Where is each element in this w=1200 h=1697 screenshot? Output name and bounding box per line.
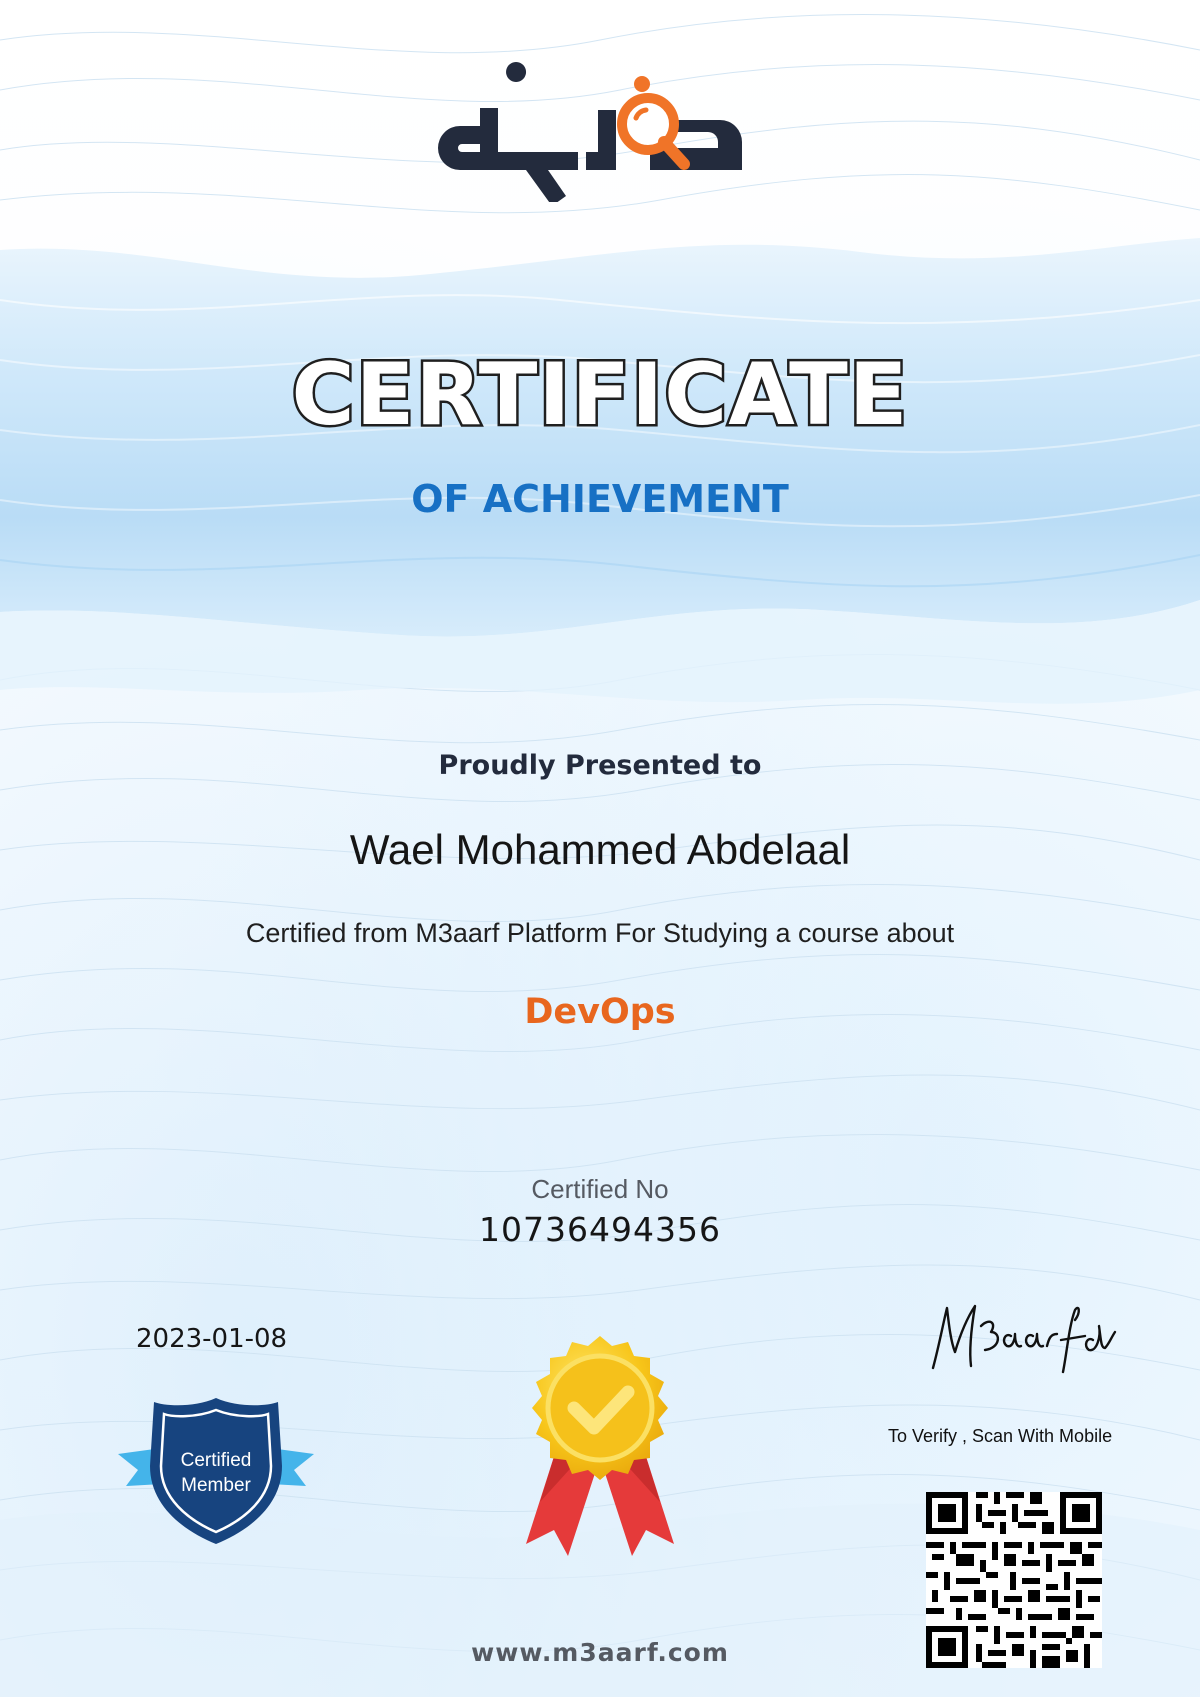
signature xyxy=(925,1296,1121,1374)
issue-date: 2023-01-08 xyxy=(136,1324,288,1354)
certified-no-value: 10736494356 xyxy=(479,1210,721,1249)
magnifier-logo-icon xyxy=(622,76,684,164)
award-rosette-icon xyxy=(518,1334,682,1556)
certificate-subtitle: OF ACHIEVEMENT xyxy=(411,477,789,521)
presented-label: Proudly Presented to xyxy=(438,750,762,781)
course-name: DevOps xyxy=(524,992,676,1032)
course-description: Certified from M3aarf Platform For Studying a course about xyxy=(245,918,955,948)
badge-line-2: Member xyxy=(181,1475,251,1496)
verify-instruction: To Verify , Scan With Mobile xyxy=(888,1426,1113,1446)
badge-text xyxy=(118,1448,314,1498)
badge-line-1: Certified xyxy=(180,1450,252,1471)
recipient-name: Wael Mohammed Abdelaal xyxy=(349,826,851,873)
website-url[interactable]: www.m3aarf.com xyxy=(471,1638,729,1667)
m3aarf-logo xyxy=(430,62,770,202)
certified-no-label: Certified No xyxy=(531,1174,669,1204)
certificate-title: CERTIFICATE xyxy=(291,345,909,445)
